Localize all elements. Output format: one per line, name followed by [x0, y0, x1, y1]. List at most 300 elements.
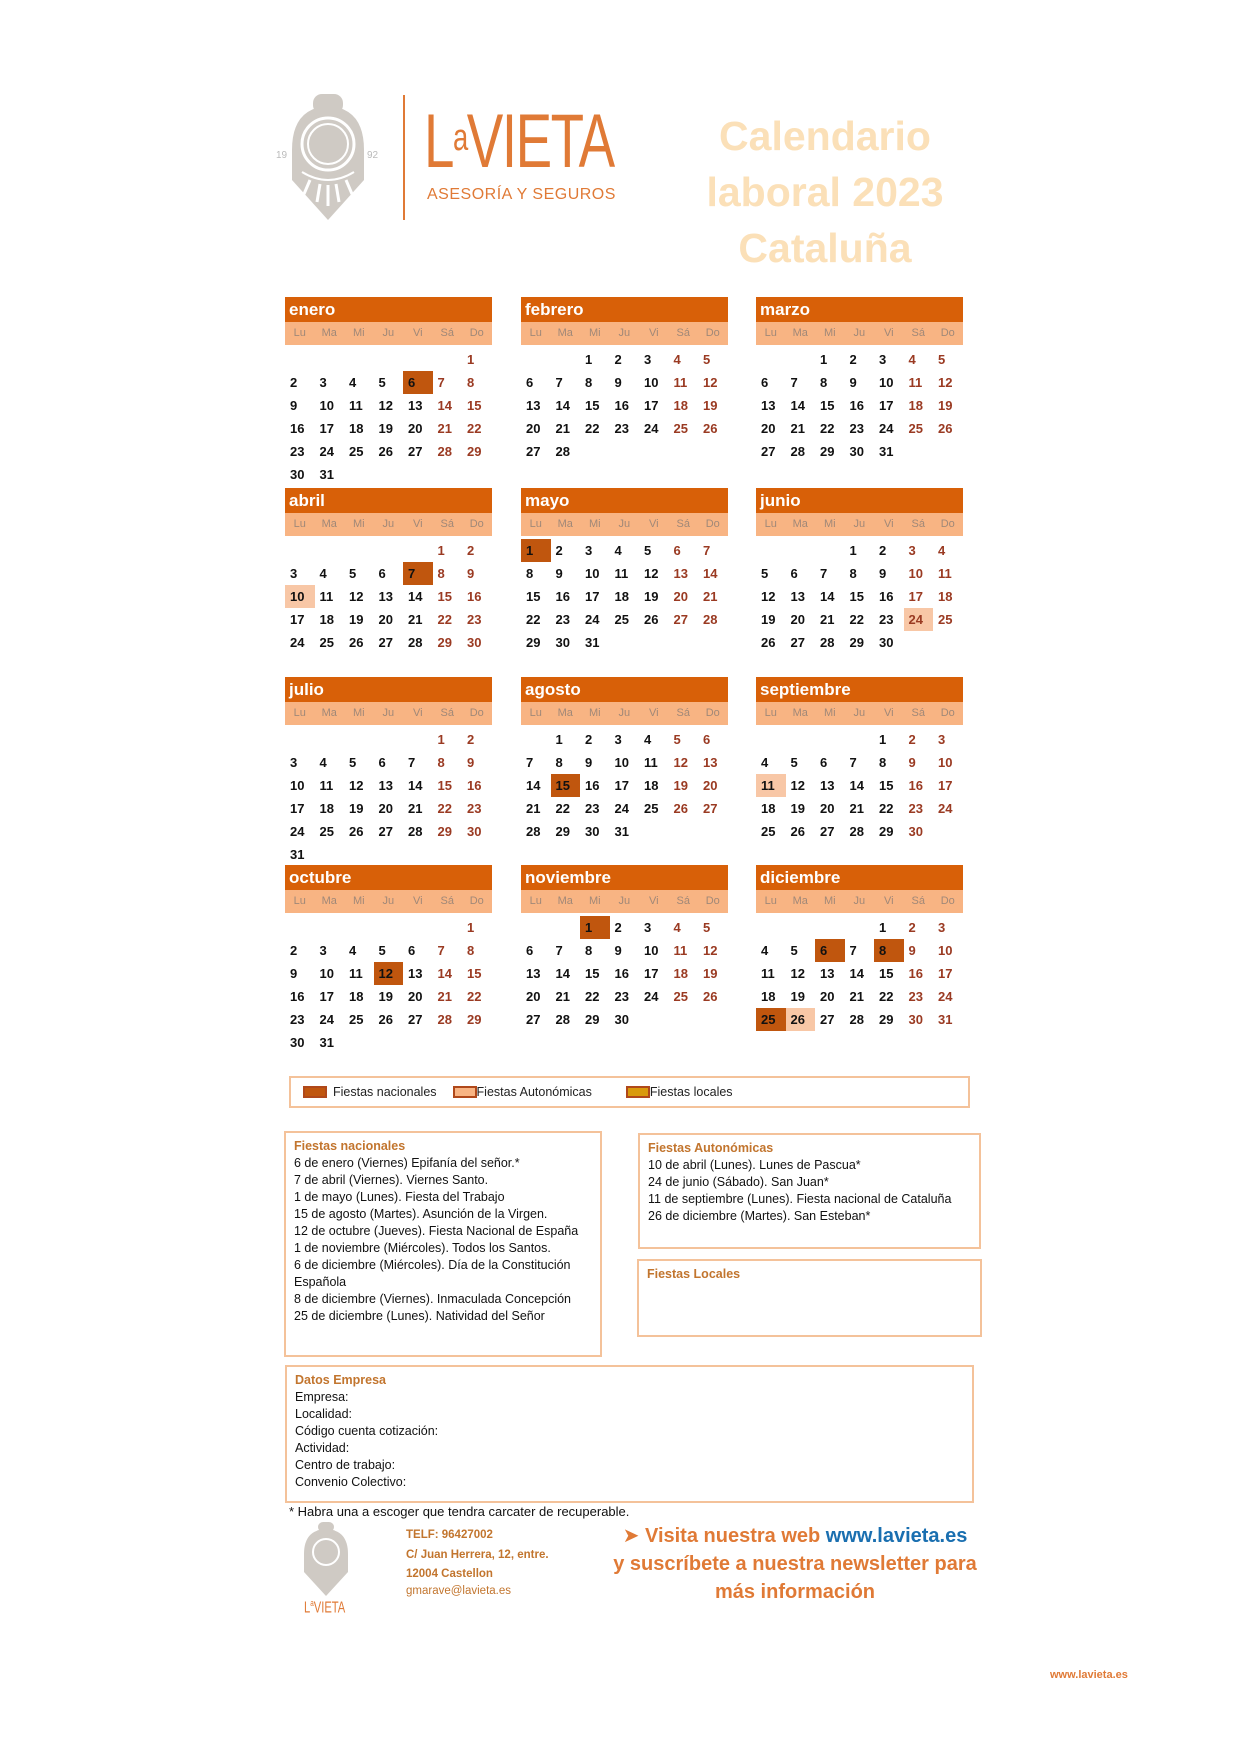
day-cell: 19 [938, 398, 953, 413]
day-cell: 4 [673, 352, 681, 367]
month-title: septiembre [756, 677, 963, 702]
weekday-label: Ma [557, 707, 573, 719]
weekday-label: Ju [618, 327, 631, 339]
company-data-fields [295, 1389, 964, 1491]
weekday-label: Mi [352, 895, 365, 907]
day-cell: 28 [820, 635, 835, 650]
day-cell: 23 [908, 989, 923, 1004]
contact-email[interactable]: gmarave@lavieta.es [406, 1585, 511, 1597]
day-cell: 21 [849, 801, 864, 816]
day-cell: 25 [908, 421, 923, 436]
weekday-label: Lu [293, 707, 306, 719]
day-cell: 20 [408, 421, 423, 436]
day-cell: 1 [580, 916, 610, 939]
brand-wordmark [424, 99, 614, 184]
day-cell: 21 [437, 989, 452, 1004]
day-cell: 12 [349, 589, 364, 604]
weekday-label: Ju [382, 707, 395, 719]
day-cell: 11 [349, 398, 363, 413]
day-cell: 14 [790, 398, 805, 413]
weekday-label: Lu [764, 707, 777, 719]
day-cell: 29 [585, 1012, 600, 1027]
day-cell: 3 [908, 543, 916, 558]
day-cell: 28 [555, 444, 570, 459]
day-cell: 13 [820, 778, 835, 793]
empty-cell [315, 539, 345, 562]
weekday-label: Ma [321, 707, 337, 719]
day-cell: 14 [437, 398, 452, 413]
day-cell: 19 [644, 589, 659, 604]
day-cell: 20 [408, 989, 423, 1004]
day-cell: 19 [349, 801, 364, 816]
company-data-title: Datos Empresa [295, 1373, 387, 1387]
weekday-label: Mi [588, 707, 601, 719]
day-cell: 27 [703, 801, 718, 816]
day-cell: 26 [790, 824, 805, 839]
day-cell: 9 [290, 966, 298, 981]
weekday-label: Lu [293, 327, 306, 339]
day-cell: 14 [526, 778, 541, 793]
day-cell: 25 [644, 801, 659, 816]
day-grid [756, 916, 963, 1031]
legend [289, 1076, 970, 1108]
weekday-label: Sá [911, 895, 925, 907]
day-cell: 5 [790, 755, 798, 770]
day-grid [285, 728, 492, 866]
day-cell: 10 [285, 585, 315, 608]
legend-local [626, 1085, 733, 1099]
day-cell: 10 [908, 566, 923, 581]
weekday-label: Lu [764, 518, 777, 530]
day-cell: 1 [879, 920, 887, 935]
month-febrero [521, 297, 728, 463]
month-title: febrero [521, 297, 728, 322]
weekday-header [285, 513, 492, 536]
day-cell: 12 [790, 966, 805, 981]
empty-cell [374, 539, 404, 562]
day-cell: 3 [938, 732, 946, 747]
company-field-label: Actividad: [295, 1441, 350, 1455]
day-cell: 20 [820, 989, 835, 1004]
day-cell: 22 [555, 801, 570, 816]
day-cell: 15 [585, 398, 600, 413]
day-cell: 8 [874, 939, 904, 962]
day-cell: 18 [644, 778, 659, 793]
day-cell: 19 [790, 989, 805, 1004]
month-septiembre [756, 677, 963, 843]
weekday-label: Lu [764, 895, 777, 907]
day-cell: 22 [437, 612, 452, 627]
weekday-header [285, 890, 492, 913]
day-cell: 27 [408, 444, 423, 459]
weekday-label: Ju [853, 895, 866, 907]
day-cell: 22 [437, 801, 452, 816]
day-cell: 5 [703, 920, 711, 935]
day-cell: 18 [319, 801, 334, 816]
day-cell: 29 [467, 1012, 482, 1027]
empty-cell [786, 539, 816, 562]
day-cell: 23 [467, 612, 482, 627]
weekday-label: Do [469, 895, 484, 907]
day-cell: 2 [467, 543, 475, 558]
day-cell: 27 [820, 824, 835, 839]
day-cell: 7 [408, 755, 416, 770]
day-cell: 7 [403, 562, 433, 585]
day-cell: 12 [378, 398, 393, 413]
legend-national-label: Fiestas nacionales [333, 1085, 437, 1099]
arrow-right-icon: ➤ [622, 1525, 640, 1547]
day-cell: 25 [761, 824, 776, 839]
weekday-label: Vi [412, 895, 423, 907]
day-cell: 13 [408, 398, 423, 413]
day-cell: 17 [290, 801, 305, 816]
day-cell: 14 [703, 566, 718, 581]
empty-cell [815, 728, 845, 751]
day-cell: 30 [879, 635, 894, 650]
day-cell: 18 [673, 966, 688, 981]
day-cell: 20 [378, 801, 393, 816]
weekday-header [521, 702, 728, 725]
footer-website-link[interactable]: www.lavieta.es [1050, 1669, 1128, 1681]
day-cell: 25 [614, 612, 629, 627]
day-cell: 9 [585, 755, 593, 770]
weekday-label: Ma [792, 895, 808, 907]
weekday-label: Do [940, 895, 955, 907]
day-cell: 16 [908, 966, 923, 981]
day-cell: 21 [790, 421, 805, 436]
day-cell: 3 [319, 375, 327, 390]
empty-cell [344, 539, 374, 562]
weekday-header [285, 702, 492, 725]
weekday-label: Sá [440, 895, 454, 907]
day-cell: 9 [908, 755, 916, 770]
month-title: abril [285, 488, 492, 513]
empty-cell [315, 728, 345, 751]
day-cell: 29 [555, 824, 570, 839]
weekday-header [285, 322, 492, 345]
weekday-label: Ma [557, 895, 573, 907]
day-cell: 8 [437, 755, 445, 770]
day-cell: 13 [673, 566, 688, 581]
day-cell: 14 [555, 398, 570, 413]
weekday-label: Sá [440, 707, 454, 719]
weekday-label: Vi [412, 707, 423, 719]
weekday-label: Do [705, 707, 720, 719]
day-cell: 28 [437, 444, 452, 459]
empty-cell [815, 539, 845, 562]
empty-cell [845, 728, 875, 751]
contact-address-2: 12004 Castellon [406, 1568, 493, 1580]
day-cell: 1 [820, 352, 828, 367]
day-cell: 13 [378, 778, 393, 793]
day-cell: 3 [938, 920, 946, 935]
weekday-label: Sá [440, 327, 454, 339]
empty-cell [521, 916, 551, 939]
day-cell: 1 [437, 543, 445, 558]
day-cell: 2 [290, 943, 298, 958]
weekday-label: Vi [648, 327, 659, 339]
weekday-label: Mi [588, 518, 601, 530]
empty-cell [433, 916, 463, 939]
day-cell: 6 [673, 543, 681, 558]
brand-main: VIETA [466, 99, 614, 184]
day-cell: 16 [585, 778, 600, 793]
company-field-label: Centro de trabajo: [295, 1458, 396, 1472]
day-cell: 21 [820, 612, 835, 627]
day-cell: 29 [437, 635, 452, 650]
day-cell: 29 [849, 635, 864, 650]
day-cell: 26 [703, 421, 718, 436]
day-cell: 7 [555, 943, 563, 958]
day-grid [756, 728, 963, 843]
company-field-label: Convenio Colectivo: [295, 1475, 407, 1489]
empty-cell [344, 348, 374, 371]
day-cell: 1 [585, 352, 593, 367]
weekday-label: Ju [618, 707, 631, 719]
day-cell: 11 [673, 375, 688, 390]
day-cell: 5 [938, 352, 946, 367]
day-cell: 6 [526, 375, 534, 390]
day-cell: 17 [644, 966, 659, 981]
day-cell: 2 [908, 732, 916, 747]
day-cell: 8 [467, 375, 475, 390]
day-cell: 21 [437, 421, 452, 436]
day-cell: 27 [526, 1012, 541, 1027]
day-cell: 22 [467, 421, 482, 436]
month-abril [285, 488, 492, 654]
day-cell: 4 [614, 543, 622, 558]
page-title [680, 108, 970, 276]
day-cell: 28 [408, 635, 423, 650]
regional-holiday-item: 11 de septiembre (Lunes). Fiesta nacional de Cataluña [648, 1192, 952, 1206]
day-cell: 19 [790, 801, 805, 816]
day-cell: 24 [938, 989, 953, 1004]
regional-holidays-box [638, 1133, 981, 1249]
weekday-label: Ma [792, 327, 808, 339]
empty-cell [521, 348, 551, 371]
promo-text-3: más información [714, 1581, 876, 1603]
weekday-header [521, 890, 728, 913]
day-cell: 27 [408, 1012, 423, 1027]
day-cell: 20 [378, 612, 393, 627]
day-cell: 3 [319, 943, 327, 958]
day-cell: 3 [290, 755, 298, 770]
day-cell: 15 [849, 589, 864, 604]
weekday-label: Lu [529, 518, 542, 530]
weekday-label: Ma [557, 327, 573, 339]
weekday-label: Lu [293, 895, 306, 907]
day-cell: 23 [849, 421, 864, 436]
promo-website-link[interactable]: www.lavieta.es [825, 1525, 968, 1547]
day-cell: 31 [585, 635, 600, 650]
day-cell: 15 [879, 778, 894, 793]
day-cell: 26 [673, 801, 688, 816]
weekday-label: Do [469, 707, 484, 719]
month-title: enero [285, 297, 492, 322]
day-cell: 22 [820, 421, 835, 436]
day-cell: 16 [555, 589, 570, 604]
day-cell: 17 [614, 778, 629, 793]
weekday-label: Sá [676, 707, 690, 719]
national-holiday-item: 12 de octubre (Jueves). Fiesta Nacional de España [294, 1224, 579, 1238]
day-cell: 10 [319, 966, 334, 981]
empty-cell [374, 348, 404, 371]
day-cell: 2 [555, 543, 563, 558]
day-cell: 2 [908, 920, 916, 935]
promo-text-1: Visita nuestra web [644, 1525, 821, 1547]
day-cell: 18 [319, 612, 334, 627]
day-cell: 15 [551, 774, 581, 797]
day-cell: 6 [408, 943, 416, 958]
legend-national [303, 1085, 437, 1099]
weekday-label: Mi [352, 327, 365, 339]
day-grid [521, 539, 728, 654]
day-grid [756, 348, 963, 463]
national-swatch-icon [303, 1086, 327, 1098]
day-cell: 5 [703, 352, 711, 367]
weekday-label: Lu [529, 707, 542, 719]
day-grid [285, 916, 492, 1054]
day-cell: 21 [555, 989, 570, 1004]
regional-holiday-item: 24 de junio (Sábado). San Juan* [648, 1175, 829, 1189]
day-cell: 1 [849, 543, 857, 558]
national-holidays-list [294, 1155, 592, 1325]
emblem-year-left: 19 [276, 150, 288, 161]
day-cell: 4 [349, 943, 357, 958]
day-cell: 6 [790, 566, 798, 581]
weekday-label: Vi [883, 327, 894, 339]
day-cell: 25 [673, 989, 688, 1004]
day-cell: 2 [290, 375, 298, 390]
day-cell: 26 [349, 824, 364, 839]
day-cell: 16 [467, 778, 482, 793]
day-cell: 16 [879, 589, 894, 604]
day-cell: 24 [644, 421, 659, 436]
day-cell: 27 [790, 635, 805, 650]
weekday-label: Ju [382, 518, 395, 530]
day-cell: 23 [467, 801, 482, 816]
day-cell: 25 [938, 612, 953, 627]
day-cell: 15 [879, 966, 894, 981]
day-cell: 8 [467, 943, 475, 958]
day-cell: 23 [290, 1012, 305, 1027]
day-cell: 31 [938, 1012, 953, 1027]
month-octubre [285, 865, 492, 1054]
day-cell: 22 [467, 989, 482, 1004]
day-cell: 30 [585, 824, 600, 839]
day-cell: 17 [908, 589, 923, 604]
day-cell: 26 [644, 612, 659, 627]
emblem-year-right: 92 [367, 150, 379, 161]
day-cell: 26 [761, 635, 776, 650]
weekday-label: Do [705, 327, 720, 339]
day-cell: 13 [378, 589, 393, 604]
day-cell: 24 [290, 824, 305, 839]
local-swatch-icon [626, 1086, 650, 1098]
regional-holiday-item: 10 de abril (Lunes). Lunes de Pascua* [648, 1158, 861, 1172]
regional-swatch-icon [453, 1086, 477, 1098]
day-cell: 6 [761, 375, 769, 390]
day-cell: 7 [526, 755, 534, 770]
weekday-label: Do [705, 895, 720, 907]
day-cell: 12 [703, 943, 718, 958]
day-cell: 18 [938, 589, 953, 604]
weekday-label: Sá [911, 327, 925, 339]
day-cell: 1 [555, 732, 563, 747]
day-cell: 15 [467, 398, 482, 413]
national-holiday-item: 8 de diciembre (Viernes). Inmaculada Concepción [294, 1292, 572, 1306]
weekday-label: Lu [529, 327, 542, 339]
day-cell: 10 [290, 778, 305, 793]
day-cell: 10 [614, 755, 629, 770]
day-cell: 12 [644, 566, 659, 581]
day-cell: 10 [644, 943, 659, 958]
day-cell: 26 [349, 635, 364, 650]
local-holidays-title: Fiestas Locales [647, 1267, 741, 1281]
empty-cell [285, 916, 315, 939]
day-cell: 24 [644, 989, 659, 1004]
day-cell: 24 [879, 421, 894, 436]
weekday-label: Mi [352, 518, 365, 530]
national-holiday-item: 6 de enero (Viernes) Epifanía del señor.* [294, 1156, 520, 1170]
day-cell: 30 [290, 467, 305, 482]
day-cell: 21 [849, 989, 864, 1004]
day-cell: 24 [938, 801, 953, 816]
empty-cell [315, 916, 345, 939]
day-cell: 7 [703, 543, 711, 558]
day-cell: 18 [349, 989, 364, 1004]
weekday-header [521, 513, 728, 536]
day-cell: 1 [467, 920, 475, 935]
empty-cell [845, 916, 875, 939]
day-cell: 9 [467, 755, 475, 770]
day-cell: 17 [879, 398, 894, 413]
day-cell: 24 [319, 1012, 334, 1027]
day-cell: 18 [349, 421, 364, 436]
day-cell: 4 [761, 943, 769, 958]
day-cell: 24 [585, 612, 600, 627]
month-title: agosto [521, 677, 728, 702]
empty-cell [815, 916, 845, 939]
company-field-label: Empresa: [295, 1390, 349, 1404]
weekday-header [756, 702, 963, 725]
day-cell: 9 [614, 375, 622, 390]
day-cell: 11 [319, 589, 334, 604]
day-cell: 20 [526, 421, 541, 436]
day-cell: 23 [614, 421, 629, 436]
empty-cell [756, 539, 786, 562]
regional-holidays-list [648, 1157, 971, 1225]
weekday-label: Do [940, 327, 955, 339]
empty-cell [285, 539, 315, 562]
regional-holidays-title: Fiestas Autonómicas [648, 1141, 774, 1155]
day-cell: 11 [761, 966, 775, 981]
weekday-header [756, 322, 963, 345]
day-cell: 12 [374, 962, 404, 985]
weekday-label: Mi [823, 327, 836, 339]
day-cell: 11 [614, 566, 629, 581]
empty-cell [403, 728, 433, 751]
day-cell: 30 [467, 824, 482, 839]
company-field-label: Código cuenta cotización: [295, 1424, 439, 1438]
weekday-label: Vi [648, 895, 659, 907]
day-cell: 2 [614, 352, 622, 367]
day-cell: 28 [849, 824, 864, 839]
day-cell: 3 [290, 566, 298, 581]
weekday-label: Vi [648, 518, 659, 530]
day-cell: 31 [614, 824, 629, 839]
weekday-label: Vi [883, 518, 894, 530]
